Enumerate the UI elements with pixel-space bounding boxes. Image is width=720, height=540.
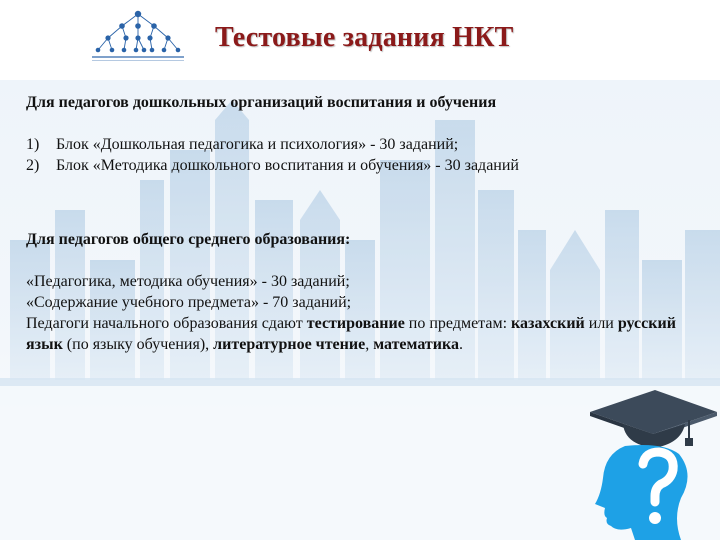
preschool-list	[26, 134, 696, 176]
text-run: или	[584, 315, 618, 332]
list-number: 2)	[26, 157, 40, 174]
list-item-text: Блок «Методика дошкольного воспитания и обучения» - 30 заданий	[56, 157, 519, 174]
list-number: 1)	[26, 136, 40, 153]
header	[0, 0, 720, 80]
list-item-text: Блок «Дошкольная педагогика и психология» - 30 заданий;	[56, 136, 459, 153]
list-item	[26, 155, 696, 176]
text-run: (по языку обучения),	[62, 336, 214, 353]
text-run: по предметам:	[404, 315, 512, 332]
list-item	[26, 134, 696, 155]
general-line-pedagogy: «Педагогика, методика обучения» - 30 заданий;	[26, 273, 350, 290]
general-heading: Для педагогов общего среднего образования:	[26, 231, 351, 248]
preschool-heading: Для педагогов дошкольных организаций воспитания и обучения	[26, 94, 497, 111]
network-tree-icon	[90, 8, 186, 64]
bold-run: литературное чтение	[213, 336, 366, 353]
bold-run: математика	[373, 336, 459, 353]
text-run: ,	[365, 336, 374, 353]
bold-run: русский язык	[26, 315, 676, 353]
content-body	[26, 92, 696, 355]
bold-run: казахский	[511, 315, 585, 332]
text-run: .	[458, 336, 463, 353]
bold-run: тестирование	[306, 315, 405, 332]
text-run: Педагоги начального образования сдают	[26, 315, 307, 332]
page-title: Тестовые задания НКТ	[215, 22, 514, 53]
primary-education-paragraph	[26, 313, 696, 355]
general-line-subject: «Содержание учебного предмета» - 70 заданий;	[26, 294, 352, 311]
graduate-head-question-icon	[585, 382, 720, 540]
